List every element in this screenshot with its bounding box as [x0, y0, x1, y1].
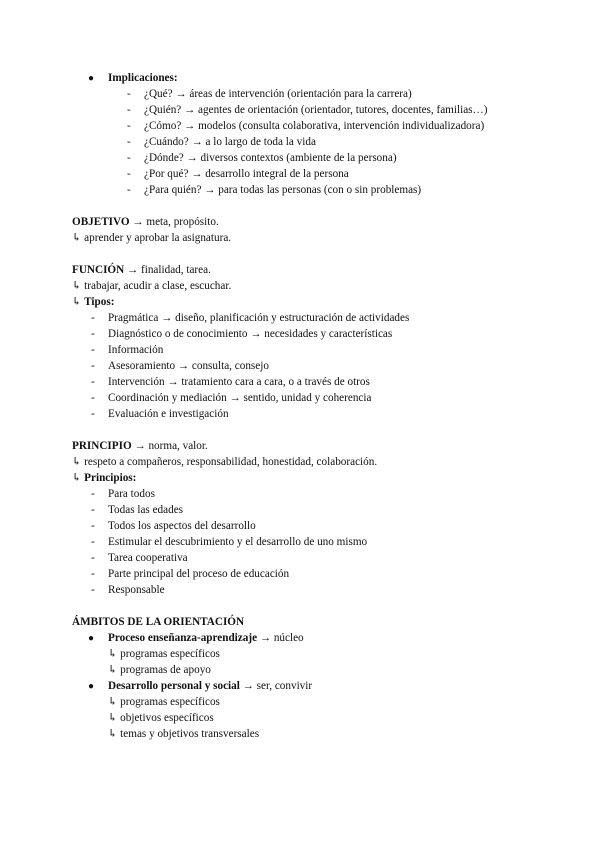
ambito-group-heading: Desarrollo personal y social → ser, convivir [108, 680, 313, 692]
ambito-sub-item: ↳ programas específicos [108, 696, 220, 708]
ambito-sub-item: ↳ objetivos específicos [108, 712, 214, 724]
principio-example: ↳ respeto a compañeros, responsabilidad, honestidad, colaboración. [72, 456, 378, 468]
implicaciones-item: ¿Qué? → áreas de intervención (orientación para la carrera) [144, 88, 412, 100]
dash-icon: - [127, 168, 131, 180]
objetivo-example: ↳ aprender y aprobar la asignatura. [72, 232, 232, 244]
dash-icon: - [91, 584, 95, 596]
principio-item: Todos los aspectos del desarrollo [108, 520, 256, 532]
dash-icon: - [91, 312, 95, 324]
principio-item: Responsable [108, 584, 165, 596]
objetivo-definition: OBJETIVO → meta, propósito. [72, 216, 219, 228]
dash-icon: - [91, 408, 95, 420]
funcion-tipo-item: Evaluación e investigación [108, 408, 229, 420]
bullet-icon: ● [88, 73, 95, 84]
dash-icon: - [127, 88, 131, 100]
dash-icon: - [91, 328, 95, 340]
implicaciones-item: ¿Para quién? → para todas las personas (con o sin problemas) [144, 184, 422, 196]
dash-icon: - [91, 536, 95, 548]
funcion-example: ↳ trabajar, acudir a clase, escuchar. [72, 280, 232, 292]
dash-icon: - [91, 504, 95, 516]
dash-icon: - [127, 152, 131, 164]
funcion-tipos-heading: ↳ Tipos: [72, 296, 115, 308]
ambitos-title: ÁMBITOS DE LA ORIENTACIÓN [72, 616, 245, 628]
dash-icon: - [91, 376, 95, 388]
funcion-tipo-item: Coordinación y mediación → sentido, unidad y coherencia [108, 392, 372, 404]
implicaciones-item: ¿Dónde? → diversos contextos (ambiente de la persona) [144, 152, 397, 164]
funcion-definition: FUNCIÓN → finalidad, tarea. [72, 264, 211, 276]
implicaciones-heading: Implicaciones: [108, 72, 178, 84]
dash-icon: - [127, 184, 131, 196]
principio-item: Todas las edades [108, 504, 184, 516]
implicaciones-item: ¿Por qué? → desarrollo integral de la persona [144, 168, 349, 180]
principio-item: Para todos [108, 488, 155, 500]
funcion-tipo-item: Pragmática → diseño, planificación y estructuración de actividades [108, 312, 410, 324]
funcion-tipo-item: Información [108, 344, 164, 356]
implicaciones-item: ¿Quién? → agentes de orientación (orientador, tutores, docentes, familias…) [144, 104, 488, 116]
ambito-sub-item: ↳ programas de apoyo [108, 664, 211, 676]
implicaciones-item: ¿Cuándo? → a lo largo de toda la vida [144, 136, 316, 148]
principio-definition: PRINCIPIO → norma, valor. [72, 440, 208, 452]
dash-icon: - [127, 120, 131, 132]
dash-icon: - [91, 488, 95, 500]
principio-principios-heading: ↳ Principios: [72, 472, 137, 484]
dash-icon: - [127, 104, 131, 116]
dash-icon: - [91, 392, 95, 404]
funcion-tipo-item: Asesoramiento → consulta, consejo [108, 360, 269, 372]
principio-item: Tarea cooperativa [108, 552, 188, 564]
dash-icon: - [91, 344, 95, 356]
principio-item: Parte principal del proceso de educación [108, 568, 290, 580]
implicaciones-item: ¿Cómo? → modelos (consulta colaborativa, intervención individualizadora) [144, 120, 485, 132]
ambito-sub-item: ↳ temas y objetivos transversales [108, 728, 260, 740]
ambito-group-heading: Proceso enseñanza-aprendizaje → núcleo [108, 632, 304, 644]
funcion-tipo-item: Intervención → tratamiento cara a cara, o a través de otros [108, 376, 370, 388]
principio-item: Estimular el descubrimiento y el desarrollo de uno mismo [108, 536, 368, 548]
dash-icon: - [91, 552, 95, 564]
funcion-tipo-item: Diagnóstico o de conocimiento → necesidades y características [108, 328, 393, 340]
bullet-icon: ● [88, 633, 95, 644]
dash-icon: - [91, 520, 95, 532]
dash-icon: - [127, 136, 131, 148]
dash-icon: - [91, 568, 95, 580]
ambito-sub-item: ↳ programas específicos [108, 648, 220, 660]
dash-icon: - [91, 360, 95, 372]
bullet-icon: ● [88, 681, 95, 692]
